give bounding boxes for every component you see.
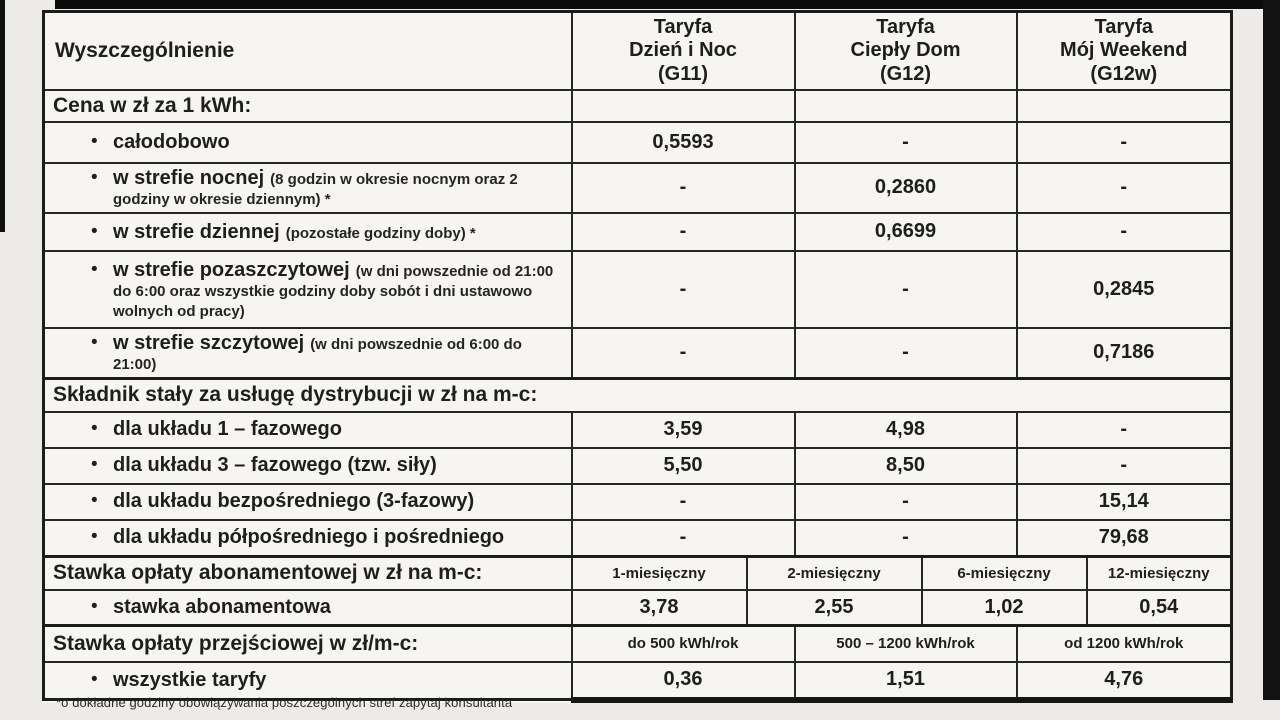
distribution-value: - bbox=[795, 520, 1017, 557]
bullet-dot: • bbox=[91, 669, 98, 691]
row-label: wszystkie taryfy bbox=[113, 669, 267, 692]
price-row bbox=[44, 122, 1232, 163]
row-label: w strefie szczytowej bbox=[113, 331, 305, 354]
price-value: - bbox=[795, 122, 1017, 163]
bullet-dot: • bbox=[91, 526, 98, 548]
row-label: dla układu bezpośredniego (3-fazowy) bbox=[113, 490, 475, 513]
corner-header: Wyszczególnienie bbox=[44, 12, 572, 91]
bullet-dot: • bbox=[91, 131, 98, 153]
empty-cell bbox=[572, 90, 795, 122]
price-value: - bbox=[572, 328, 795, 378]
price-value: 0,2845 bbox=[1017, 251, 1232, 328]
price-value: 0,7186 bbox=[1017, 328, 1232, 378]
transition-value: 0,36 bbox=[572, 662, 795, 700]
row-note: (8 godzin w okresie nocnym oraz 2 godziny w okresie dziennym) * bbox=[113, 171, 518, 209]
subscription-value: 3,78 bbox=[572, 590, 747, 626]
price-value: - bbox=[572, 213, 795, 251]
row-label-cell bbox=[44, 213, 572, 251]
row-label-cell bbox=[44, 412, 572, 448]
tariff-code: (G11) bbox=[657, 62, 709, 85]
transition-col-header: od 1200 kWh/rok bbox=[1017, 625, 1232, 662]
table-header-row bbox=[44, 12, 1232, 91]
row-note: (pozostałe godziny doby) * bbox=[285, 224, 476, 242]
distribution-value: 15,14 bbox=[1017, 484, 1232, 520]
price-section-header-row bbox=[44, 90, 1232, 122]
price-value: 0,6699 bbox=[795, 213, 1017, 251]
price-value: - bbox=[1017, 163, 1232, 213]
distribution-value: - bbox=[1017, 412, 1232, 448]
distribution-value: 4,98 bbox=[795, 412, 1017, 448]
transition-value: 4,76 bbox=[1017, 662, 1232, 700]
tariff-table bbox=[42, 10, 1233, 703]
distribution-value: 79,68 bbox=[1017, 520, 1232, 557]
row-label-cell bbox=[44, 590, 572, 626]
footnote: *o dokładne godziny obowiązywania poszczególnych stref zapytaj konsultanta bbox=[56, 695, 513, 710]
tariff-code: (G12) bbox=[879, 62, 932, 85]
tariff-subname: Mój Weekend bbox=[1060, 39, 1188, 62]
transition-section-header-row bbox=[44, 625, 1232, 662]
distribution-value: 3,59 bbox=[572, 412, 795, 448]
tariff-header-g12 bbox=[795, 12, 1017, 91]
bullet-dot: • bbox=[91, 490, 98, 512]
row-label: w strefie pozaszczytowej bbox=[113, 258, 350, 281]
row-label: całodobowo bbox=[113, 131, 230, 154]
empty-cell bbox=[795, 90, 1017, 122]
row-label: dla układu 1 – fazowego bbox=[113, 418, 342, 441]
subscription-col-header: 6-miesięczny bbox=[922, 556, 1087, 590]
bullet-dot: • bbox=[91, 167, 98, 188]
distribution-value: 8,50 bbox=[795, 448, 1017, 484]
distribution-value: - bbox=[1017, 448, 1232, 484]
transition-value: 1,51 bbox=[795, 662, 1017, 700]
subscription-section-title: Stawka opłaty abonamentowej w zł na m-c: bbox=[44, 556, 572, 590]
price-value: - bbox=[572, 163, 795, 213]
row-label: stawka abonamentowa bbox=[113, 595, 331, 618]
distribution-value: - bbox=[572, 484, 795, 520]
price-value: 0,2860 bbox=[795, 163, 1017, 213]
tariff-subname: Ciepły Dom bbox=[850, 39, 961, 62]
bullet-dot: • bbox=[91, 220, 98, 242]
price-value: - bbox=[572, 251, 795, 328]
row-label-cell bbox=[44, 251, 572, 328]
distribution-value: - bbox=[795, 484, 1017, 520]
row-label-cell bbox=[44, 163, 572, 213]
distribution-row bbox=[44, 520, 1232, 557]
row-label: dla układu 3 – fazowego (tzw. siły) bbox=[113, 454, 437, 477]
price-value: - bbox=[1017, 122, 1232, 163]
bullet-dot: • bbox=[91, 331, 98, 353]
scan-edge-left bbox=[0, 0, 5, 232]
row-label-cell bbox=[44, 328, 572, 378]
subscription-value: 1,02 bbox=[922, 590, 1087, 626]
transition-section-title: Stawka opłaty przejściowej w zł/m-c: bbox=[44, 625, 572, 662]
price-value: - bbox=[795, 328, 1017, 378]
tariff-code: (G12w) bbox=[1090, 62, 1158, 85]
tariff-header-g12w bbox=[1017, 12, 1232, 91]
price-value: - bbox=[1017, 213, 1232, 251]
distribution-row bbox=[44, 412, 1232, 448]
price-value: - bbox=[795, 251, 1017, 328]
tariff-header-g11 bbox=[572, 12, 795, 91]
empty-cell bbox=[1017, 90, 1232, 122]
price-row bbox=[44, 251, 1232, 328]
distribution-section-title: Składnik stały za usługę dystrybucji w zł na m-c: bbox=[44, 378, 1232, 412]
subscription-value: 0,54 bbox=[1087, 590, 1232, 626]
row-note: (w dni powszednie od 21:00 do 6:00 oraz wszystkie godziny doby sobót i dni ustawowo wolnych od pracy) bbox=[113, 262, 554, 320]
subscription-row bbox=[44, 590, 1232, 626]
row-label: w strefie dziennej bbox=[113, 220, 280, 243]
bullet-dot: • bbox=[91, 454, 98, 476]
price-row bbox=[44, 163, 1232, 213]
tariff-subname: Dzień i Noc bbox=[629, 39, 737, 62]
row-label-cell bbox=[44, 520, 572, 557]
subscription-col-header: 2-miesięczny bbox=[747, 556, 922, 590]
distribution-value: 5,50 bbox=[572, 448, 795, 484]
row-label-cell bbox=[44, 122, 572, 163]
bullet-dot: • bbox=[91, 418, 98, 440]
transition-col-header: do 500 kWh/rok bbox=[572, 625, 795, 662]
tariff-name: Taryfa bbox=[876, 15, 935, 38]
subscription-value: 2,55 bbox=[747, 590, 922, 626]
subscription-col-header: 1-miesięczny bbox=[572, 556, 747, 590]
distribution-row bbox=[44, 484, 1232, 520]
bullet-dot: • bbox=[91, 595, 98, 617]
price-section-title: Cena w zł za 1 kWh: bbox=[44, 90, 572, 122]
row-note: (w dni powszednie od 6:00 do 21:00) bbox=[113, 335, 522, 374]
row-label-cell bbox=[44, 448, 572, 484]
price-row bbox=[44, 328, 1232, 378]
row-label-cell bbox=[44, 484, 572, 520]
transition-col-header: 500 – 1200 kWh/rok bbox=[795, 625, 1017, 662]
row-label: w strefie nocnej bbox=[113, 167, 265, 189]
distribution-section-header-row bbox=[44, 378, 1232, 412]
row-label: dla układu półpośredniego i pośredniego bbox=[113, 526, 505, 549]
bullet-dot: • bbox=[91, 258, 98, 280]
scan-edge-right bbox=[1263, 0, 1280, 700]
distribution-row bbox=[44, 448, 1232, 484]
distribution-value: - bbox=[572, 520, 795, 557]
subscription-section-header-row bbox=[44, 556, 1232, 590]
tariff-name: Taryfa bbox=[653, 15, 713, 38]
tariff-name: Taryfa bbox=[1094, 15, 1154, 38]
price-value: 0,5593 bbox=[572, 122, 795, 163]
scan-edge-top bbox=[55, 0, 1280, 9]
price-row bbox=[44, 213, 1232, 251]
subscription-col-header: 12-miesięczny bbox=[1087, 556, 1232, 590]
